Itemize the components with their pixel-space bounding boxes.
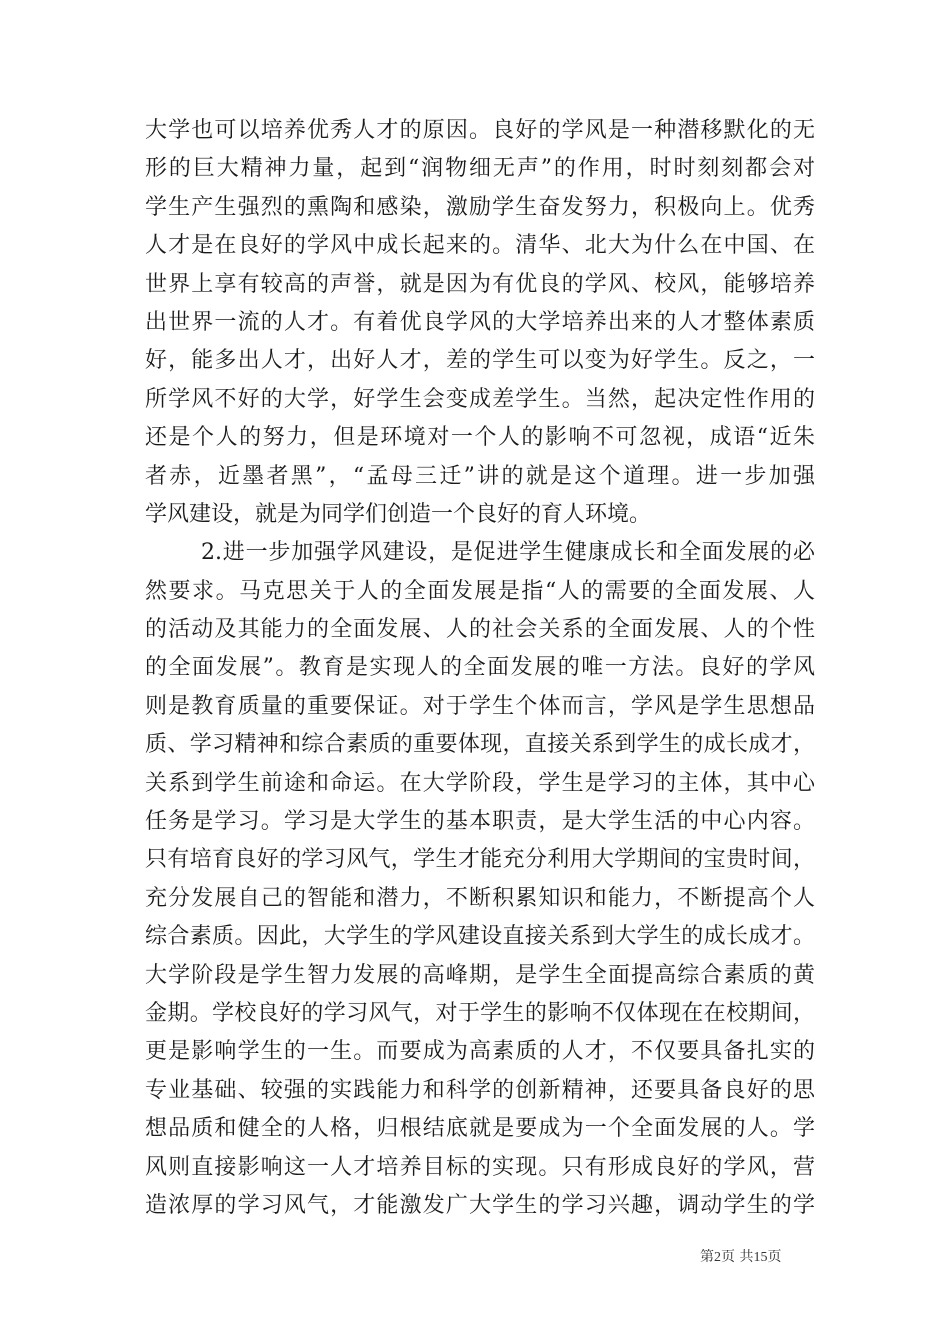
text-line: 然要求。马克思关于人的全面发展是指“人的需要的全面发展、人: [145, 578, 815, 604]
text-line: 学生产生强烈的熏陶和感染，激励学生奋发努力，积极向上。优秀: [145, 194, 815, 220]
text-line: 人才是在良好的学风中成长起来的。清华、北大为什么在中国、在: [145, 233, 815, 259]
current-page-number: 2: [714, 1250, 721, 1265]
total-pages-number: 15: [753, 1250, 768, 1265]
body-text: [145, 112, 815, 1225]
text-line: 则是教育质量的重要保证。对于学生个体而言，学风是学生思想品: [145, 693, 815, 719]
text-line: 想品质和健全的人格，归根结底就是要成为一个全面发展的人。学: [145, 1116, 815, 1142]
text-line: 形的巨大精神力量，起到“润物细无声”的作用，时时刻刻都会对: [145, 156, 815, 182]
text-line: 造浓厚的学习风气，才能激发广大学生的学习兴趣，调动学生的学: [145, 1192, 815, 1218]
text-line: 充分发展自己的智能和潜力，不断积累知识和能力，不断提高个人: [145, 885, 815, 911]
footer-prefix: 第: [700, 1249, 714, 1265]
text-line: 任务是学习。学习是大学生的基本职责，是大学生活的中心内容。: [145, 809, 815, 835]
text-line: 关系到学生前途和命运。在大学阶段，学生是学习的主体，其中心: [145, 770, 815, 796]
text-line: 更是影响学生的一生。而要成为高素质的人才，不仅要具备扎实的: [145, 1039, 815, 1065]
text-line: 还是个人的努力，但是环境对一个人的影响不可忽视，成语“近朱: [145, 425, 815, 451]
text-line: 的全面发展”。教育是实现人的全面发展的唯一方法。良好的学风: [145, 655, 815, 681]
text-line: 金期。学校良好的学习风气，对于学生的影响不仅体现在在校期间，: [145, 1000, 815, 1026]
text-line: 质、学习精神和综合素质的重要体现，直接关系到学生的成长成才，: [145, 732, 815, 758]
text-line: 风则直接影响这一人才培养目标的实现。只有形成良好的学风，营: [145, 1154, 815, 1180]
text-line: 只有培育良好的学习风气，学生才能充分利用大学期间的宝贵时间，: [145, 847, 815, 873]
page-number-footer: [700, 1248, 820, 1267]
text-line: 综合素质。因此，大学生的学风建设直接关系到大学生的成长成才。: [145, 924, 815, 950]
text-line: 的活动及其能力的全面发展、人的社会关系的全面发展、人的个性: [145, 617, 815, 643]
text-line: 大学也可以培养优秀人才的原因。良好的学风是一种潜移默化的无: [145, 118, 815, 143]
text-line: 好，能多出人才，出好人才，差的学生可以变为好学生。反之，一: [145, 348, 815, 374]
text-line: 出世界一流的人才。有着优良学风的大学培养出来的人才整体素质: [145, 309, 815, 335]
text-line: 世界上享有较高的声誉，就是因为有优良的学风、校风，能够培养: [145, 271, 815, 297]
footer-middle: 页 共: [721, 1249, 754, 1265]
text-line-paragraph-start: 2.进一步加强学风建设，是促进学生健康成长和全面发展的必: [201, 540, 815, 566]
text-line: 专业基础、较强的实践能力和科学的创新精神，还要具备良好的思: [145, 1077, 815, 1103]
text-line: 者赤，近墨者黑”，“孟母三迁”讲的就是这个道理。进一步加强: [145, 463, 815, 489]
footer-suffix: 页: [767, 1249, 782, 1265]
text-line-paragraph-end: 学风建设，就是为同学们创造一个良好的育人环境。: [145, 501, 652, 527]
text-line: 大学阶段是学生智力发展的高峰期，是学生全面提高综合素质的黄: [145, 962, 815, 988]
text-line: 所学风不好的大学，好学生会变成差学生。当然，起决定性作用的: [145, 386, 815, 412]
